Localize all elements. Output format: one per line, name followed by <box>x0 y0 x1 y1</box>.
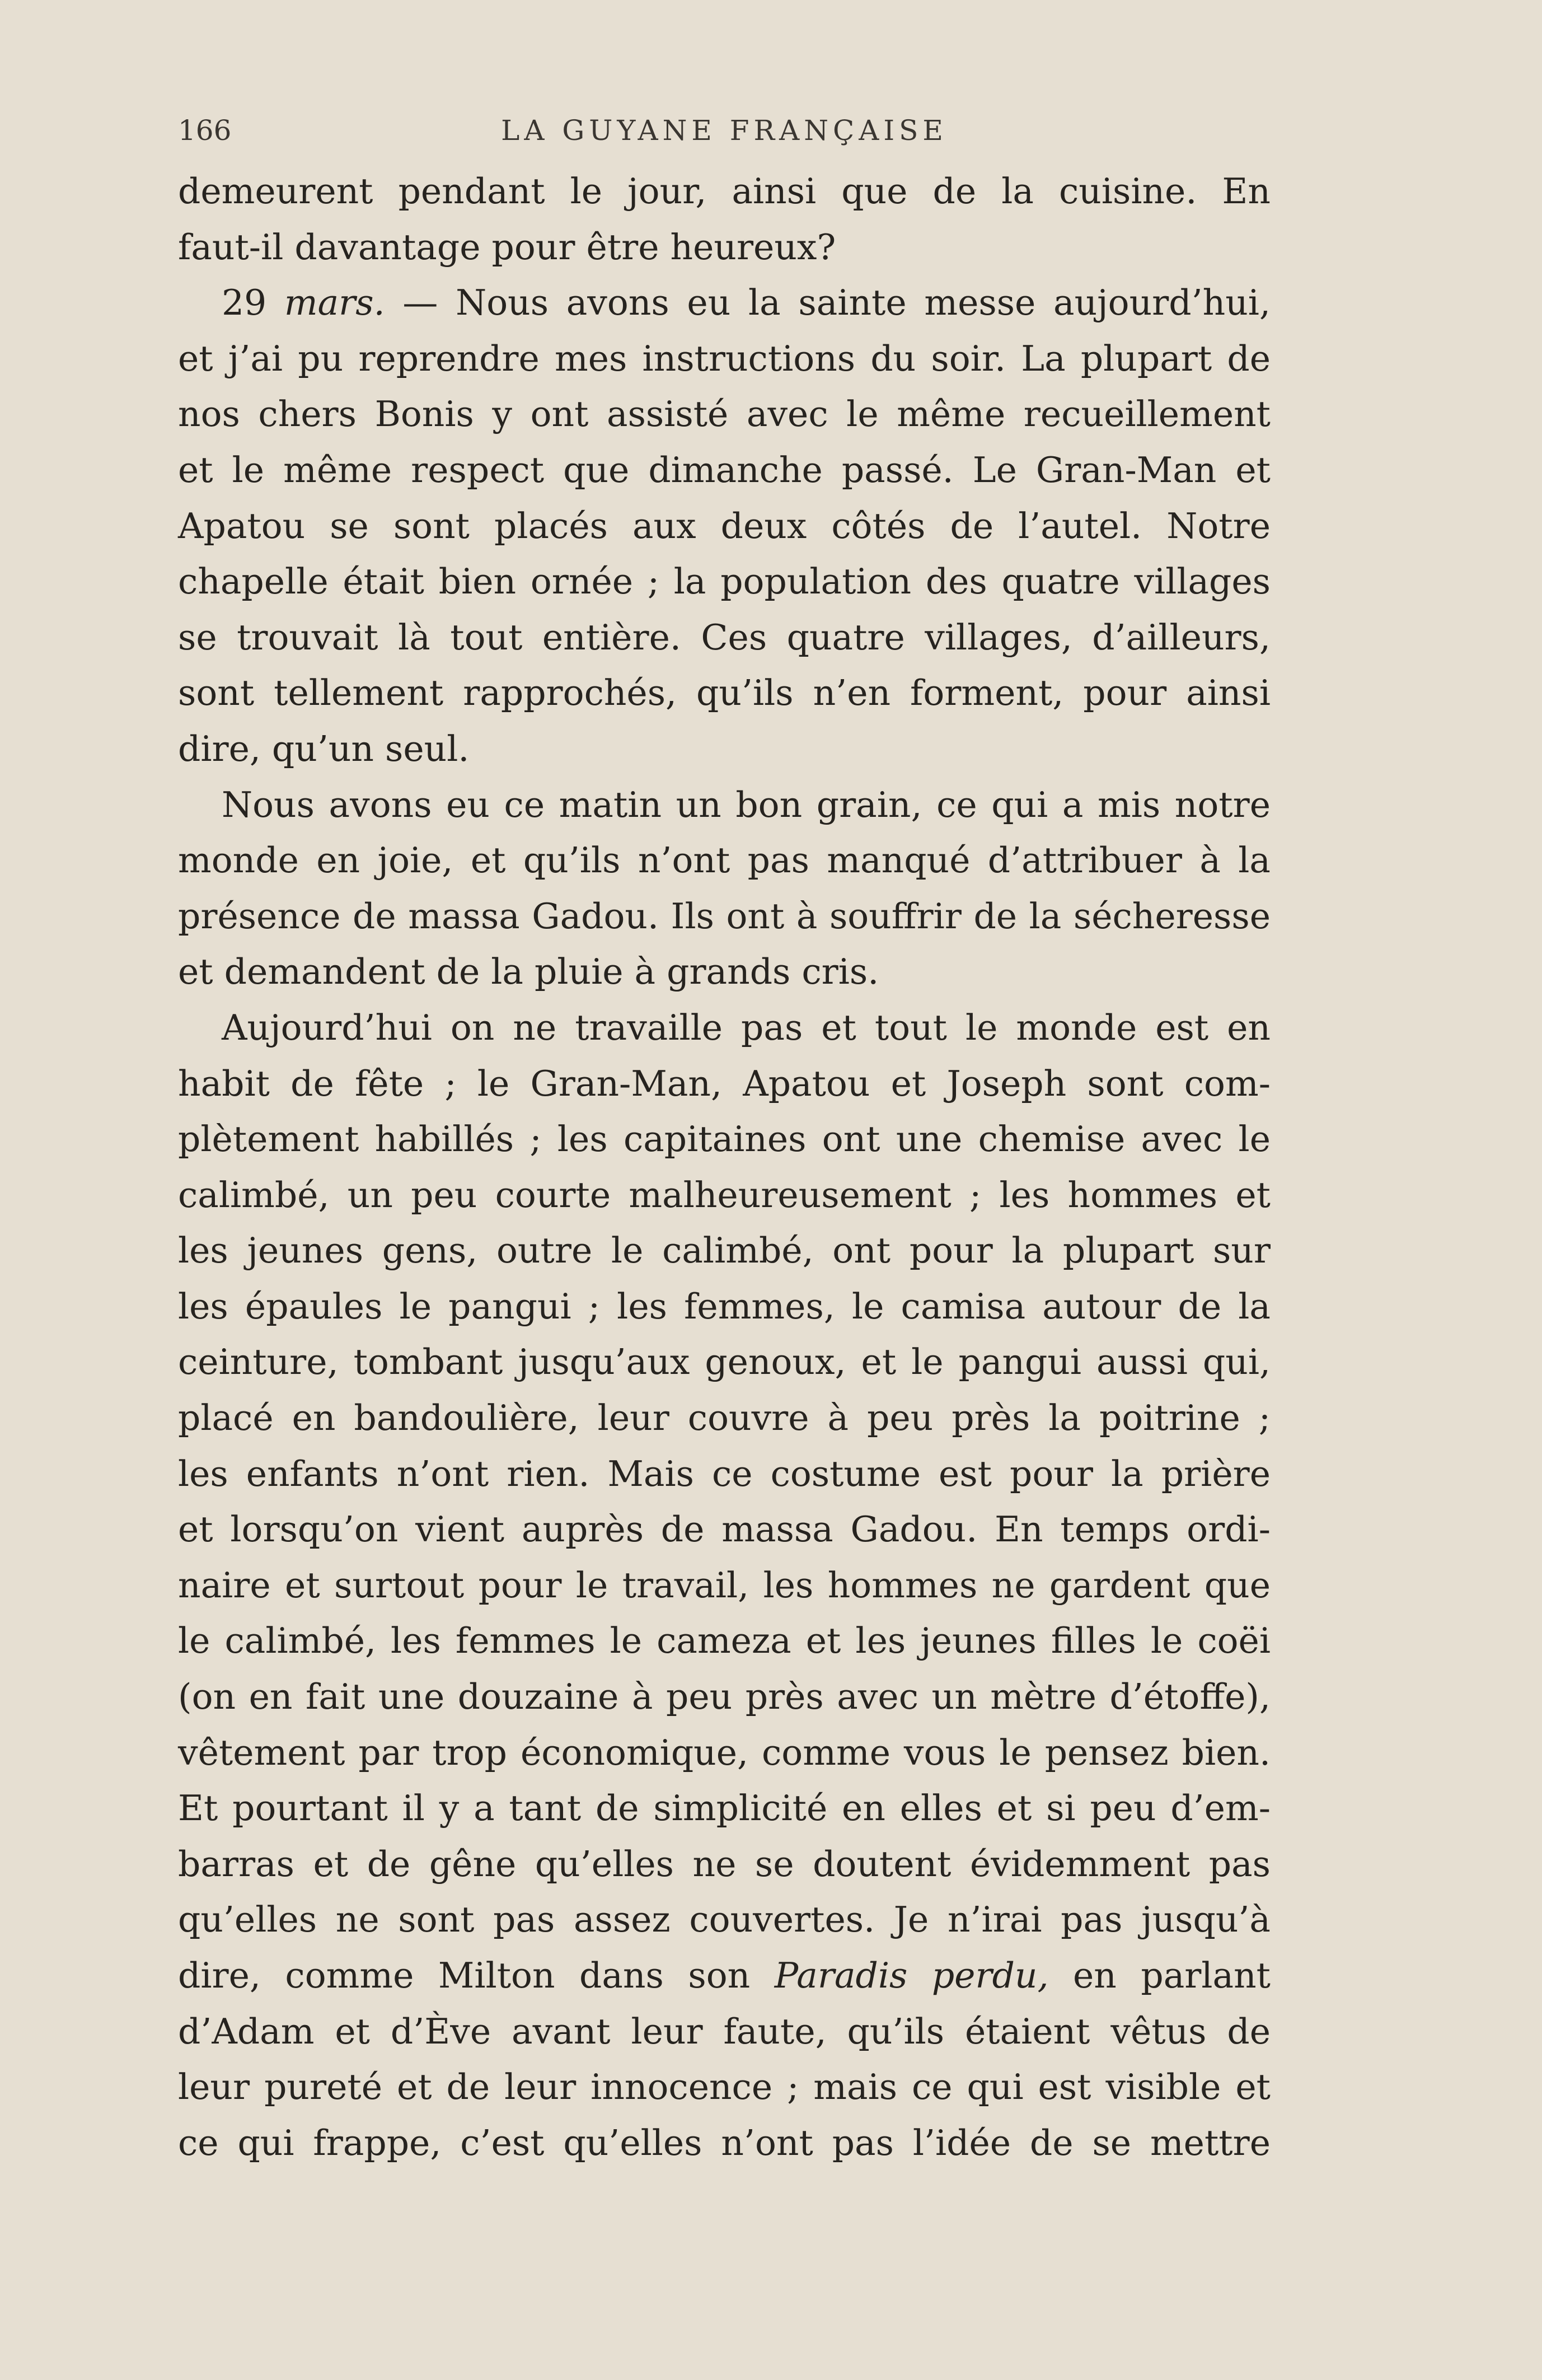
text-line: monde en joie, et qu’ils n’ont pas manqué d’attribuer à la <box>178 840 1271 881</box>
text-span: 29 <box>222 282 284 324</box>
text-line <box>178 275 1271 331</box>
text-line: (on en fait une douzaine à peu près avec un mètre d’étoffe), <box>178 1676 1271 1718</box>
page-header <box>178 106 1271 157</box>
text-line: et lorsqu’on vient auprès de massa Gadou. En temps ordi- <box>178 1509 1271 1550</box>
text-line: et j’ai pu reprendre mes instructions du soir. La plupart de <box>178 338 1271 379</box>
text-line: nos chers Bonis y ont assisté avec le même recueillement <box>178 394 1271 435</box>
text-span: dire, comme Milton dans son <box>178 1955 775 1996</box>
text-line: ce qui frappe, c’est qu’elles n’ont pas l’idée de se mettre <box>178 2122 1271 2163</box>
text-line: Et pourtant il y a tant de simplicité en elles et si peu d’em- <box>178 1788 1271 1829</box>
text-line: calimbé, un peu courte malheureusement ; les hommes et <box>178 1174 1271 1215</box>
running-title: LA GUYANE FRANÇAISE <box>501 114 948 147</box>
text-line: chapelle était bien ornée ; la population des quatre villages <box>178 561 1271 602</box>
text-line: présence de massa Gadou. Ils ont à souffrir de la sécheresse <box>178 895 1271 937</box>
page-number: 166 <box>178 114 232 147</box>
text-line: placé en bandoulière, leur couvre à peu près la poitrine ; <box>178 1397 1271 1439</box>
text-line: habit de fête ; le Gran-Man, Apatou et Joseph sont com- <box>178 1063 1271 1104</box>
italic-title: Paradis perdu, <box>774 1955 1049 1996</box>
text-line: plètement habillés ; les capitaines ont une chemise avec le <box>178 1119 1271 1160</box>
text-line: Aujourd’hui on ne travaille pas et tout le monde est en <box>222 1007 1271 1048</box>
text-line: barras et de gêne qu’elles ne se doutent évidemment pas <box>178 1843 1271 1885</box>
text-line: les jeunes gens, outre le calimbé, ont pour la plupart sur <box>178 1230 1271 1271</box>
text-line: sont tellement rapprochés, qu’ils n’en forment, pour ainsi <box>178 672 1271 714</box>
text-line: vêtement par trop économique, comme vous le pensez bien. <box>178 1732 1271 1773</box>
text-span: en parlant <box>1048 1955 1271 1996</box>
text-line: Apatou se sont placés aux deux côtés de l’autel. Notre <box>178 505 1271 546</box>
text-line <box>178 1948 1271 2004</box>
text-line: qu’elles ne sont pas assez couvertes. Je n’irai pas jusqu’à <box>178 1899 1271 1941</box>
text-line: d’Adam et d’Ève avant leur faute, qu’ils étaient vêtus de <box>178 2010 1271 2052</box>
text-line: et demandent de la pluie à grands cris. <box>178 951 879 993</box>
text-line: les enfants n’ont rien. Mais ce costume est pour la prière <box>178 1453 1271 1494</box>
text-line: naire et surtout pour le travail, les hommes ne gardent que <box>178 1564 1271 1606</box>
text-line: le calimbé, les femmes le cameza et les jeunes filles le coëi <box>178 1620 1271 1662</box>
text-span: — Nous avons eu la sainte messe aujourd’hui, <box>385 282 1271 324</box>
text-line: et le même respect que dimanche passé. Le Gran-Man et <box>178 449 1271 490</box>
text-line: faut-il davantage pour être heureux? <box>178 226 836 268</box>
text-line: demeurent pendant le jour, ainsi que de la cuisine. En <box>178 171 1271 212</box>
text-line: les épaules le pangui ; les femmes, le camisa autour de la <box>178 1285 1271 1327</box>
text-line: se trouvait là tout entière. Ces quatre villages, d’ailleurs, <box>178 616 1271 658</box>
body-text <box>178 163 1271 2171</box>
text-line: leur pureté et de leur innocence ; mais ce qui est visible et <box>178 2066 1271 2108</box>
text-line: ceinture, tombant jusqu’aux genoux, et le pangui aussi qui, <box>178 1341 1271 1383</box>
text-line: Nous avons eu ce matin un bon grain, ce qui a mis notre <box>222 784 1271 825</box>
text-line: dire, qu’un seul. <box>178 728 470 769</box>
italic-date: mars. <box>284 282 385 324</box>
